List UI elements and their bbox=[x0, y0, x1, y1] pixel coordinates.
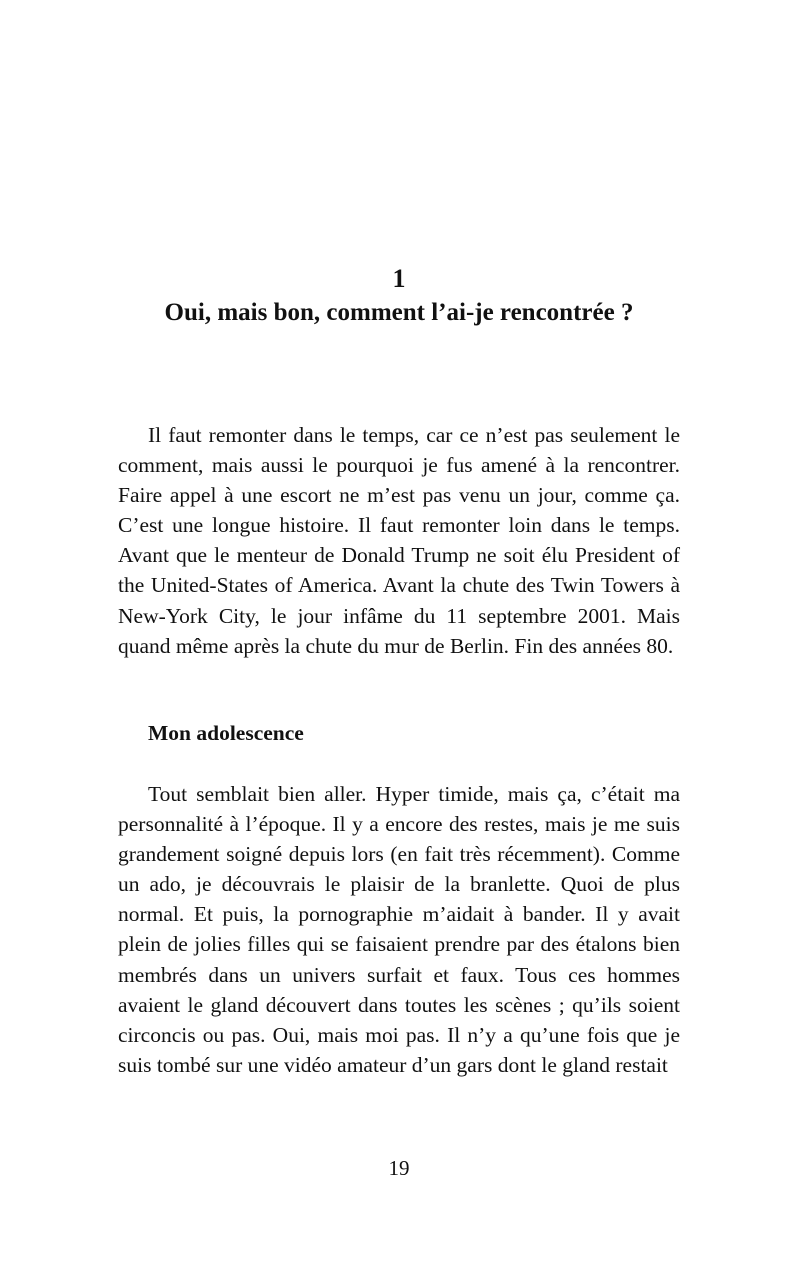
chapter-title: Oui, mais bon, comment l’ai-je rencontrée ? bbox=[164, 299, 634, 326]
paragraph: Il faut remonter dans le temps, car ce n’est pas seulement le comment, mais aussi le pourquoi je fus amené à la rencontrer. Faire appel à une escort ne m’est pas venu un jour, comme ça. C’est une longue histoire. Il faut remonter loin dans le temps. Avant que le menteur de Donald Trump ne soit élu President of the United-States of America. Avant la chute des Twin Towers à New-York City, le jour infâme du 11 septembre 2001. Mais quand même après la chute du mur de Berlin. Fin des années 80. bbox=[118, 423, 680, 658]
chapter-number: 1 bbox=[392, 264, 406, 293]
intro-text bbox=[118, 420, 680, 661]
section-text bbox=[118, 779, 680, 1080]
page-number: 19 bbox=[388, 1156, 410, 1180]
paragraph: Tout semblait bien aller. Hyper timide, mais ça, c’était ma personnalité à l’époque. Il y a encore des restes, mais je me suis grandement soigné depuis lors (en fait très récemment). Comme un ado, je découvrais le plaisir de la branlette. Quoi de plus normal. Et puis, la pornographie m’aidait à bander. Il y avait plein de jolies filles qui se faisaient prendre par des étalons bien membrés dans un univers surfait et faux. Tous ces hommes avaient le gland découvert dans toutes les scènes ; qu’ils soient circoncis ou pas. Oui, mais moi pas. Il n’y a qu’une fois que je suis tombé sur une vidéo amateur d’un gars dont le gland restait bbox=[118, 782, 680, 1077]
section-heading: Mon adolescence bbox=[148, 721, 304, 745]
